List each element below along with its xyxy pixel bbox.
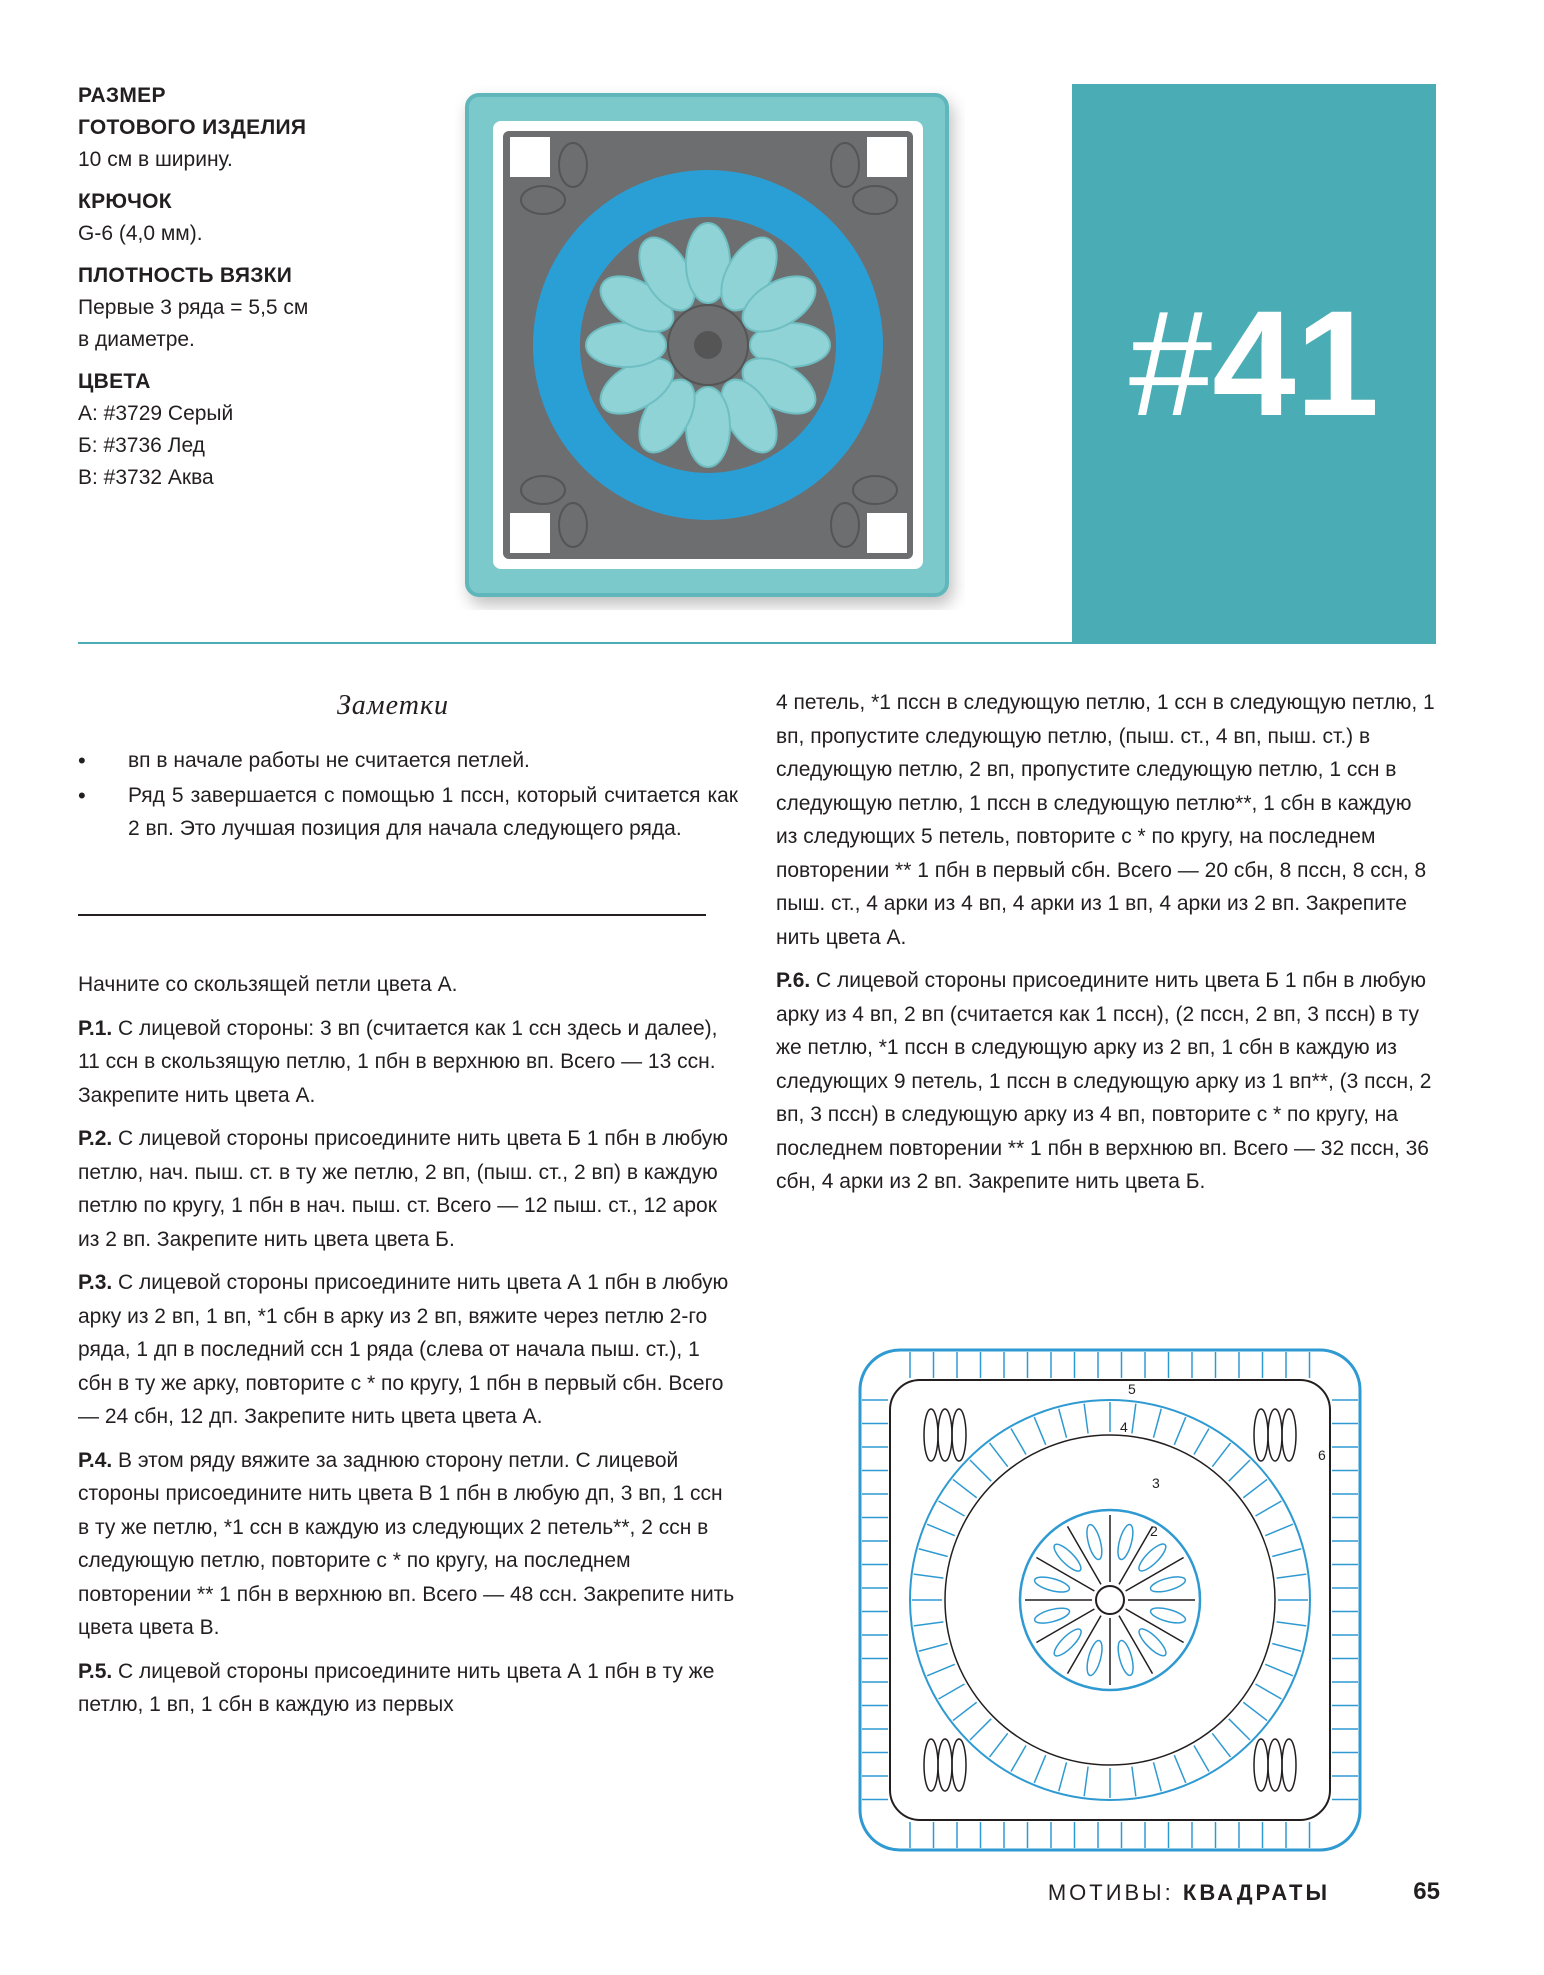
row-label-6: 6	[1318, 1447, 1326, 1463]
page-footer	[930, 1876, 1440, 1916]
chart-stitch-mark	[1243, 1479, 1267, 1497]
chart-stitch-mark	[970, 1719, 991, 1740]
intro-paragraph: Начните со скользящей петли цвета А.	[78, 973, 458, 996]
chart-stitch-mark	[1277, 1574, 1307, 1578]
section-name: КВАДРАТЫ	[1182, 1880, 1330, 1905]
row-label-3: 3	[1152, 1475, 1160, 1491]
chart-stitch-mark	[1153, 1409, 1161, 1438]
chart-stitch-mark	[1059, 1409, 1067, 1438]
pattern-number-badge	[1072, 84, 1436, 642]
pattern-number-value: 41	[1212, 279, 1380, 447]
chart-stitch-mark	[1277, 1622, 1307, 1626]
chart-corner-cluster	[1282, 1739, 1296, 1791]
row-6-label: Р.6.	[776, 969, 811, 992]
row-6-paragraph	[776, 964, 1436, 1199]
instructions-right-column	[776, 686, 1436, 1209]
chart-stitch-mark	[1036, 1558, 1094, 1592]
chart-stitch-mark	[1011, 1745, 1026, 1771]
row-5-paragraph-continued: 4 петель, *1 пссн в следующую петлю, 1 ссн в следующую петлю, 1 вп, пропустите следующую петлю, (пыш. ст., 4 вп, пыш. ст.) в следующую петлю, 2 вп, пропустите следующую петлю, 1 ссн в следующую петлю, 1 пссн в следующую петлю**, 1 сбн в каждую из следующих 5 петель, повторите с * по кругу, на последнем повторении ** 1 пбн в первый сбн. Всего — 20 сбн, 8 пссн, 8 ссн, 8 пыш. ст., 4 арки из 4 вп, 4 арки из 1 вп, 4 арки из 2 вп. Закрепите нить цвета А.	[776, 691, 1435, 949]
chart-stitch-mark	[939, 1684, 965, 1699]
chart-corner-cluster	[952, 1739, 966, 1791]
chart-stitch-mark	[1265, 1524, 1293, 1535]
chart-stitch-mark	[953, 1702, 977, 1720]
row-5-text-start: С лицевой стороны присоедините нить цвета А 1 пбн в ту же петлю, 1 вп, 1 сбн в каждую из первых	[78, 1659, 715, 1716]
page-number: 65	[1413, 1878, 1440, 1905]
color-b: Б: #3736 Лед	[78, 434, 205, 457]
chart-stitch-mark	[1084, 1404, 1088, 1434]
chart-stitch-mark	[939, 1501, 965, 1516]
crochet-chart-diagram	[850, 1340, 1370, 1860]
gauge-value-line1: Первые 3 ряда = 5,5 см	[78, 296, 309, 319]
instructions-left-column	[78, 968, 738, 1732]
chart-stitch-mark	[1194, 1429, 1209, 1455]
color-a: А: #3729 Серый	[78, 402, 234, 425]
chart-stitch-mark	[970, 1460, 991, 1481]
chart-stitch-mark	[914, 1574, 944, 1578]
size-heading-line1: РАЗМЕР	[78, 84, 166, 107]
gauge-value	[78, 292, 418, 356]
color-c: В: #3732 Аква	[78, 466, 214, 489]
chart-stitch-mark	[989, 1443, 1007, 1467]
chart-stitch-mark	[1272, 1643, 1301, 1651]
chart-stitch-mark	[1174, 1417, 1185, 1445]
row-5-label: Р.5.	[78, 1659, 113, 1683]
chart-stitch-mark	[1229, 1719, 1250, 1740]
chart-stitch-mark	[1119, 1526, 1153, 1584]
chart-stitch-mark	[1068, 1616, 1102, 1674]
chart-corner-cluster	[938, 1409, 952, 1461]
colors-heading: ЦВЕТА	[78, 370, 151, 393]
chart-stitch-mark	[1243, 1702, 1267, 1720]
chart-stitch-mark	[953, 1479, 977, 1497]
chart-stitch-mark	[1255, 1501, 1281, 1516]
row-2-paragraph	[78, 1122, 738, 1256]
chart-stitch-mark	[1084, 1767, 1088, 1797]
chart-stitch-mark	[1034, 1417, 1045, 1445]
row-2-text: С лицевой стороны присоедините нить цвета Б 1 пбн в любую петлю, нач. пыш. ст. в ту же петлю, 2 вп, (пыш. ст., 2 вп) в каждую петлю по кругу, 1 пбн в нач. пыш. ст. Всего — 12 пыш. ст., 12 арок из 2 вп. Закрепите нить цвета цвета Б.	[78, 1127, 729, 1251]
chart-corner-cluster	[1268, 1739, 1282, 1791]
row-4-label: Р.4.	[78, 1448, 113, 1472]
chart-stitch-mark	[1036, 1609, 1094, 1643]
chart-corner-cluster	[1254, 1739, 1268, 1791]
chart-stitch-mark	[1126, 1558, 1184, 1592]
chart-puff-mark	[1115, 1639, 1136, 1677]
row-label-4: 4	[1120, 1419, 1128, 1435]
notes-title: Заметки	[336, 690, 450, 721]
chart-corner-cluster	[1282, 1409, 1296, 1461]
chart-stitch-mark	[914, 1622, 944, 1626]
chart-puff-mark	[1084, 1639, 1105, 1677]
row-3-label: Р.3.	[78, 1271, 113, 1294]
chart-stitch-mark	[1059, 1762, 1067, 1791]
row-5-paragraph-start	[78, 1655, 738, 1722]
chart-stitch-mark	[919, 1549, 948, 1557]
row-3-paragraph	[78, 1266, 738, 1434]
row-6-text: С лицевой стороны присоедините нить цвета Б 1 пбн в любую арку из 4 вп, 2 вп (считается как 1 пссн), (2 пссн, 2 вп, 3 пссн) в ту же петлю, *1 пссн в следующую арку из 2 вп, 1 сбн в каждую из следующих 9 петель, 1 пссн в следующую арку из 1 вп**, (3 пссн, 2 вп, 3 пссн) в следующую арку из 4 вп, повторите с * по кругу, на последнем повторении ** 1 пбн в верхнюю вп. Всего — 32 пссн, 36 сбн, 4 арки из 2 вп. Закрепите нить цвета Б.	[776, 969, 1432, 1193]
chart-puff-mark	[1084, 1523, 1105, 1561]
chart-stitch-mark	[1034, 1755, 1045, 1783]
row-1-label: Р.1.	[78, 1016, 113, 1040]
chart-puff-mark	[1033, 1605, 1071, 1626]
chart-stitch-mark	[1194, 1745, 1209, 1771]
chart-stitch-mark	[1068, 1526, 1102, 1584]
chart-stitch-mark	[927, 1664, 955, 1675]
gauge-value-line2: в диаметре.	[78, 328, 195, 351]
gauge-heading: ПЛОТНОСТЬ ВЯЗКИ	[78, 264, 293, 287]
section-title	[1048, 1880, 1330, 1906]
section-prefix: МОТИВЫ:	[1047, 1880, 1183, 1905]
specs-block	[78, 80, 418, 494]
row-label-2: 2	[1150, 1523, 1158, 1539]
header-divider	[78, 642, 1436, 644]
chart-corner-cluster	[1268, 1409, 1282, 1461]
size-value: 10 см в ширину.	[78, 148, 233, 171]
chart-stitch-mark	[1119, 1616, 1153, 1674]
chart-inner-border	[890, 1380, 1330, 1820]
note-item: • вп в начале работы не считается петлей.	[78, 744, 738, 777]
chart-stitch-mark	[1255, 1684, 1281, 1699]
row-3-text: С лицевой стороны присоедините нить цвета А 1 пбн в любую арку из 2 вп, 1 вп, *1 сбн в арку из 2 вп, вяжите через петлю 2-го ряда, 1 дп в последний ссн 1 ряда (слева от начала пыш. ст.), 1 сбн в ту же арку, повторите с * по кругу, 1 пбн в первый сбн. Всего — 24 сбн, 12 дп. Закрепите нить цвета цвета А.	[78, 1271, 729, 1428]
pattern-number	[1128, 279, 1380, 447]
chart-stitch-mark	[1153, 1762, 1161, 1791]
row-label-5: 5	[1128, 1381, 1136, 1397]
chart-corner-cluster	[924, 1409, 938, 1461]
chart-stitch-mark	[1126, 1609, 1184, 1643]
chart-stitch-mark	[1229, 1460, 1250, 1481]
hook-value: G-6 (4,0 мм).	[78, 222, 203, 245]
chart-corner-cluster	[1254, 1409, 1268, 1461]
chart-stitch-mark	[1272, 1549, 1301, 1557]
hook-heading: КРЮЧОК	[78, 190, 172, 213]
chart-center-ring	[1096, 1586, 1124, 1614]
chart-stitch-mark	[919, 1643, 948, 1651]
notes-divider	[78, 914, 706, 916]
chart-puff-mark	[1149, 1605, 1187, 1626]
size-heading-line2: ГОТОВОГО ИЗДЕЛИЯ	[78, 116, 307, 139]
row-1-text: С лицевой стороны: 3 вп (считается как 1 ссн здесь и далее), 11 ссн в скользящую петлю, 1 пбн в верхнюю вп. Всего — 13 ссн. Закрепите нить цвета А.	[78, 1016, 718, 1107]
chart-puff-mark	[1149, 1574, 1187, 1595]
chart-puff-mark	[1115, 1523, 1136, 1561]
chart-stitch-mark	[1132, 1767, 1136, 1797]
chart-stitch-mark	[989, 1733, 1007, 1757]
chart-corner-cluster	[952, 1409, 966, 1461]
crochet-square-photo	[455, 85, 965, 610]
row-4-text: В этом ряду вяжите за заднюю сторону петли. С лицевой стороны присоедините нить цвета В 1 пбн в любую дп, 3 вп, 1 ссн в ту же петлю, *1 ссн в каждую из следующих 2 петель**, 2 ссн в следующую петлю, повторите с * по кругу, на последнем повторении ** 1 пбн в верхнюю вп. Всего — 48 ссн. Закрепите нить цвета цвета В.	[78, 1448, 735, 1639]
chart-stitch-mark	[927, 1524, 955, 1535]
chart-stitch-mark	[1212, 1443, 1230, 1467]
notes-list	[78, 744, 738, 847]
chart-stitch-mark	[1212, 1733, 1230, 1757]
chart-ring	[945, 1435, 1275, 1765]
chart-corner-cluster	[924, 1739, 938, 1791]
size-heading	[78, 80, 418, 144]
chart-stitch-mark	[1265, 1664, 1293, 1675]
row-2-label: Р.2.	[78, 1127, 113, 1150]
chart-stitch-mark	[1174, 1755, 1185, 1783]
pattern-number-hash: #	[1128, 279, 1213, 447]
chart-puff-mark	[1033, 1574, 1071, 1595]
chart-stitch-mark	[1132, 1404, 1136, 1434]
chart-stitch-mark	[1011, 1429, 1026, 1455]
row-1-paragraph	[78, 1012, 738, 1113]
chart-corner-cluster	[938, 1739, 952, 1791]
row-4-paragraph	[78, 1444, 738, 1645]
note-item: • Ряд 5 завершается с помощью 1 пссн, который считается как 2 вп. Это лучшая позиция для начала следующего ряда.	[78, 779, 738, 845]
